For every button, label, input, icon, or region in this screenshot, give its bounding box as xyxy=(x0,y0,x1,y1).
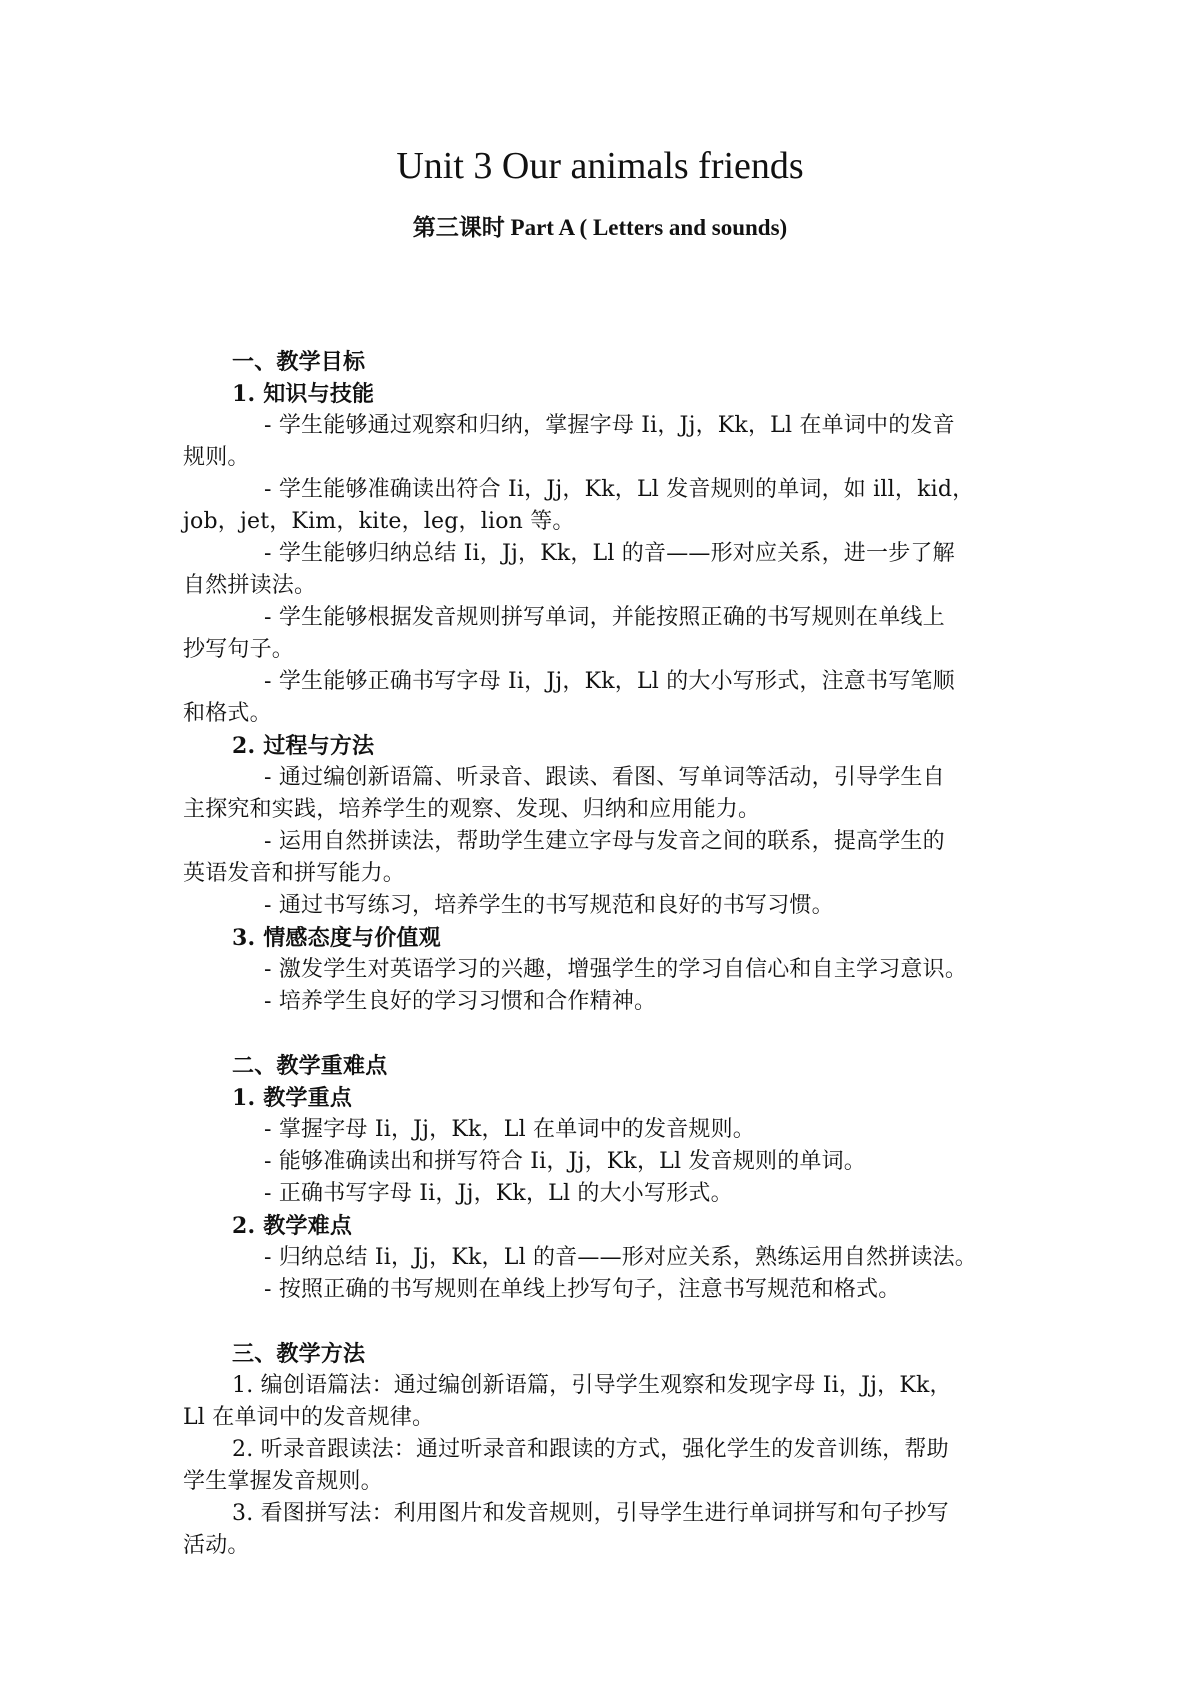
section-spacer xyxy=(183,1018,1023,1050)
subheading-attitudes-values: 3. 情感态度与价值观 xyxy=(232,925,441,951)
paragraph-line: - 通过编创新语篇、听录音、跟读、看图、写单词等活动，引导学生自 xyxy=(264,765,945,790)
section-heading-teaching-methods: 三、教学方法 xyxy=(232,1341,366,1367)
paragraph-line: - 正确书写字母 Ii，Jj，Kk，Ll 的大小写形式。 xyxy=(264,1181,733,1206)
lesson-subtitle: 第三课时 Part A ( Letters and sounds) xyxy=(412,215,788,240)
document-body xyxy=(183,346,1023,1562)
paragraph-line: 英语发音和拼写能力。 xyxy=(183,861,406,886)
paragraph-line: - 学生能够正确书写字母 Ii，Jj，Kk，Ll 的大小写形式，注意书写笔顺 xyxy=(264,669,955,694)
paragraph-line: 2. 听录音跟读法：通过听录音和跟读的方式，强化学生的发音训练，帮助 xyxy=(232,1437,949,1462)
subheading-difficult-points: 2. 教学难点 xyxy=(232,1213,353,1239)
paragraph-line: 主探究和实践，培养学生的观察、发现、归纳和应用能力。 xyxy=(183,797,761,822)
section-heading-objectives: 一、教学目标 xyxy=(232,349,366,375)
paragraph-line: 学生掌握发音规则。 xyxy=(183,1469,383,1494)
paragraph-line: 规则。 xyxy=(183,445,250,470)
paragraph-line: 和格式。 xyxy=(183,701,272,726)
paragraph-line: 抄写句子。 xyxy=(183,637,295,662)
paragraph-line: 3. 看图拼写法：利用图片和发音规则，引导学生进行单词拼写和句子抄写 xyxy=(232,1501,949,1526)
document-title: Unit 3 Our animals friends xyxy=(396,145,804,187)
paragraph-line: 活动。 xyxy=(183,1533,250,1558)
paragraph-line: - 掌握字母 Ii，Jj，Kk，Ll 在单词中的发音规则。 xyxy=(264,1117,755,1142)
paragraph-line: Ll 在单词中的发音规律。 xyxy=(183,1405,435,1430)
paragraph-line: - 学生能够归纳总结 Ii，Jj，Kk，Ll 的音——形对应关系，进一步了解 xyxy=(264,541,955,566)
section-spacer xyxy=(183,1306,1023,1338)
subheading-knowledge-skills: 1. 知识与技能 xyxy=(232,381,375,407)
paragraph-line: - 激发学生对英语学习的兴趣，增强学生的学习自信心和自主学习意识。 xyxy=(264,957,968,982)
section-heading-key-difficult-points: 二、教学重难点 xyxy=(232,1053,388,1079)
paragraph-line: - 通过书写练习，培养学生的书写规范和良好的书写习惯。 xyxy=(264,893,834,918)
paragraph-line: job，jet，Kim，kite，leg，lion 等。 xyxy=(183,509,575,534)
paragraph-line: - 培养学生良好的学习习惯和合作精神。 xyxy=(264,989,657,1014)
paragraph-line: - 归纳总结 Ii，Jj，Kk，Ll 的音——形对应关系，熟练运用自然拼读法。 xyxy=(264,1245,977,1270)
paragraph-line: - 学生能够通过观察和归纳，掌握字母 Ii，Jj，Kk，Ll 在单词中的发音 xyxy=(264,413,955,438)
paragraph-line: - 运用自然拼读法，帮助学生建立字母与发音之间的联系，提高学生的 xyxy=(264,829,945,854)
paragraph-line: - 学生能够根据发音规则拼写单词，并能按照正确的书写规则在单线上 xyxy=(264,605,945,630)
paragraph-line: - 按照正确的书写规则在单线上抄写句子，注意书写规范和格式。 xyxy=(264,1277,901,1302)
subheading-process-methods: 2. 过程与方法 xyxy=(232,733,375,759)
subheading-key-points: 1. 教学重点 xyxy=(232,1085,353,1111)
paragraph-line: 自然拼读法。 xyxy=(183,573,317,598)
paragraph-line: - 能够准确读出和拼写符合 Ii，Jj，Kk，Ll 发音规则的单词。 xyxy=(264,1149,866,1174)
paragraph-line: - 学生能够准确读出符合 Ii，Jj，Kk，Ll 发音规则的单词，如 ill，kid， xyxy=(264,477,975,502)
paragraph-line: 1. 编创语篇法：通过编创新语篇，引导学生观察和发现字母 Ii，Jj，Kk， xyxy=(232,1373,952,1398)
